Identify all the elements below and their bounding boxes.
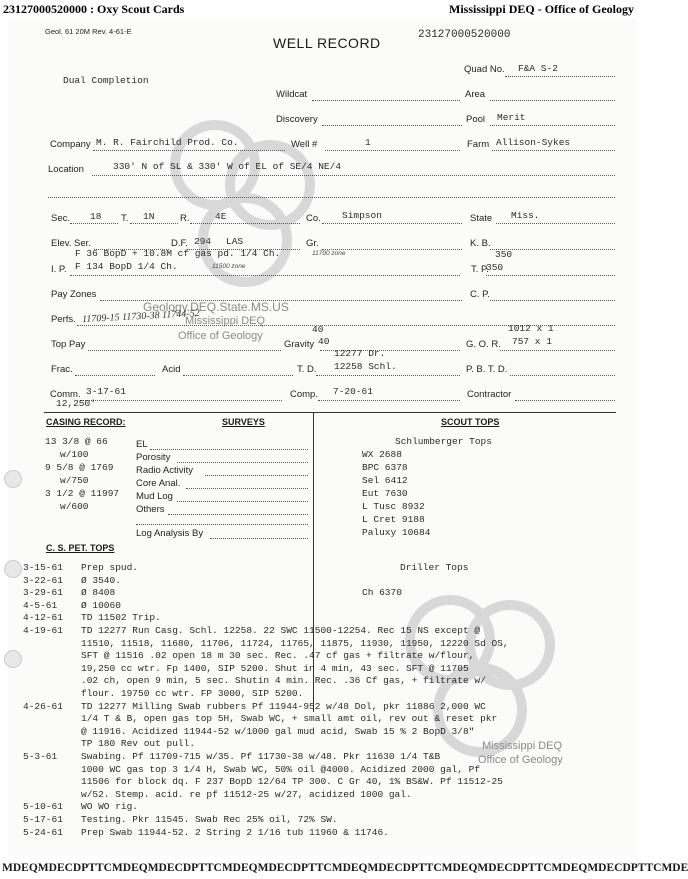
surveys-title: SURVEYS bbox=[222, 417, 265, 427]
well-label: Well # bbox=[291, 139, 318, 150]
county-value: Simpson bbox=[342, 210, 382, 221]
scout-top: L Cret 9188 bbox=[362, 514, 425, 525]
tp-value: 350 bbox=[486, 262, 504, 273]
pool-label: Pool bbox=[466, 114, 486, 125]
cp-label: C. P. bbox=[470, 289, 490, 300]
state-value: Miss. bbox=[511, 210, 540, 221]
td-drilled: 12277 Dr. bbox=[334, 348, 386, 359]
ip-zone-note-2: 11500 zone bbox=[212, 263, 246, 270]
state-label: State bbox=[470, 213, 493, 224]
company-label: Company bbox=[50, 139, 91, 150]
footer-item: MDEQ bbox=[2, 862, 38, 874]
scout-tops-subtitle: Schlumberger Tops bbox=[395, 436, 492, 447]
scout-tops-title: SCOUT TOPS bbox=[441, 417, 500, 427]
comp-value: 7-20-61 bbox=[333, 386, 373, 397]
history-date: 5-24-61 bbox=[23, 826, 63, 838]
driller-tops-title: Driller Tops bbox=[400, 562, 469, 573]
survey-item: Core Anal. bbox=[136, 478, 181, 489]
section-divider bbox=[44, 412, 616, 413]
well-value: 1 bbox=[365, 137, 371, 148]
history-entry: .02 ch, open 9 min, 5 sec. Shutin 4 min. Rec. .36 Cf gas, + filtrate w/ bbox=[81, 675, 486, 687]
footer-item: MDEQ bbox=[111, 862, 148, 874]
log-analysis-label: Log Analysis By bbox=[136, 528, 204, 539]
perfs-label: Perfs. bbox=[51, 314, 76, 325]
history-date: 3-15-61 bbox=[23, 562, 63, 573]
farm-value: Allison-Sykes bbox=[496, 137, 571, 148]
history-entry: 11506 for block dq. F 237 BopD 12/64 TP 300. C Gr 40, 1% BS&W. Pf 11512-25 bbox=[81, 776, 503, 788]
company-value: M. R. Fairchild Prod. Co. bbox=[96, 137, 239, 148]
footer-item: MDECD bbox=[587, 862, 631, 874]
watermark-text: Geology.DEQ.State.MS.US bbox=[143, 300, 289, 314]
punch-hole bbox=[4, 560, 22, 578]
history-entry: TD 12277 Run Casg. Schl. 12258. 22 SWC 11500-12254. Rec 15 NS except @ bbox=[81, 625, 481, 636]
df-value: 294 bbox=[194, 236, 212, 247]
footer-item: PTTC bbox=[630, 862, 662, 874]
kb-value: 350 bbox=[495, 249, 513, 260]
footer-item: MDECD bbox=[257, 862, 302, 874]
history-entry: TD 11502 Trip. bbox=[81, 612, 161, 624]
kb-label: K. B. bbox=[470, 238, 491, 249]
gor-value-2: 757 x 1 bbox=[512, 336, 552, 347]
df-label: D.F. bbox=[171, 238, 188, 249]
history-date: 4-5-61 bbox=[23, 599, 58, 611]
t-label: T. bbox=[121, 213, 129, 224]
history-entry: Testing. Pkr 11545. Swab Rec 25% oil, 72% SW. bbox=[81, 814, 338, 825]
td-schl: 12258 Schl. bbox=[334, 361, 397, 372]
form-id: Geol. 61 20M Rev. 4-61-E bbox=[45, 27, 132, 36]
footer-strip bbox=[0, 862, 688, 879]
footer-item: MDEQ bbox=[331, 862, 368, 874]
history-entry: WO WO rig. bbox=[81, 801, 139, 813]
scout-top: Paluxy 10684 bbox=[362, 527, 431, 538]
survey-item: Mud Log bbox=[136, 491, 173, 502]
footer-item: PTTC bbox=[301, 862, 332, 874]
wildcat-label: Wildcat bbox=[276, 89, 308, 100]
location-value: 330' N of SL & 330' W of EL of SE/4 NE/4 bbox=[113, 161, 342, 172]
footer-item: MDEQ bbox=[221, 862, 258, 874]
casing-row: 13 3/8 @ 66 bbox=[45, 436, 108, 447]
t-value: 1N bbox=[143, 211, 155, 222]
gor-value-1: 1012 x 1 bbox=[508, 323, 554, 334]
footer-item: MDEQ bbox=[551, 862, 588, 874]
casing-row: w/750 bbox=[60, 475, 89, 486]
history-date: 3-29-61 bbox=[23, 587, 63, 599]
td-label: T. D. bbox=[297, 364, 317, 375]
history-entry: Swabing. Pf 11709-715 w/35. Pf 11730-38 w/48. Pkr 11630 1/4 T&B bbox=[81, 751, 441, 762]
quad-label: Quad No. bbox=[464, 64, 505, 75]
history-date: 4-19-61 bbox=[23, 625, 63, 636]
pbtd-label: P. B. T. D. bbox=[466, 364, 508, 375]
survey-item: Radio Activity bbox=[136, 465, 194, 476]
history-date: 5-17-61 bbox=[23, 814, 63, 825]
comm-label: Comm. bbox=[50, 389, 81, 400]
history-entry: w/52. Stemp. acid. re pf 11512-25 w/27, acidized 1000 gal. bbox=[81, 788, 412, 800]
history-date: 4-12-61 bbox=[23, 612, 63, 624]
history-entry: 11510, 11518, 11680, 11706, 11724, 11765, 11875, 11930, 11950, 12220 Sd OS, bbox=[81, 637, 509, 649]
casing-row: w/600 bbox=[60, 501, 89, 512]
toppay-label: Top Pay bbox=[51, 339, 86, 350]
comp-label: Comp. bbox=[290, 389, 318, 400]
comm-value: 3-17-61 bbox=[86, 386, 126, 397]
r-value: 4E bbox=[215, 211, 227, 222]
completion-note: Dual Completion bbox=[63, 75, 149, 86]
farm-label: Farm bbox=[467, 139, 490, 150]
agency-header: Mississippi DEQ - Office of Geology bbox=[449, 2, 634, 16]
acid-label: Acid bbox=[162, 364, 181, 375]
footer-item: PTTC bbox=[520, 862, 552, 874]
footer-item: MDEQ bbox=[441, 862, 478, 874]
quad-value: F&A S-2 bbox=[518, 63, 558, 74]
history-entry: Ø 10060 bbox=[81, 599, 121, 611]
watermark-text: Mississippi DEQ bbox=[185, 315, 266, 327]
footer-item: MDE bbox=[661, 862, 688, 874]
punch-hole bbox=[4, 650, 22, 668]
doc-id-header: 23127000520000 : Oxy Scout Cards bbox=[3, 2, 185, 16]
tp-label: T. P. bbox=[471, 264, 489, 275]
history-entry: Ø 3540. bbox=[81, 574, 121, 586]
history-entry: 19,250 cc wtr. Fp 1400, SIP 5200. Shut in 4 min, 43 sec. SFT @ 11705 bbox=[81, 662, 469, 674]
history-date: 4-26-61 bbox=[23, 700, 63, 712]
gor-label: G. O. R. bbox=[466, 339, 501, 350]
watermark-text: Office of Geology bbox=[178, 330, 263, 342]
history-date: 5-10-61 bbox=[23, 801, 63, 813]
footer-item: MDECD bbox=[477, 862, 521, 874]
gravity-label: Gravity bbox=[284, 339, 315, 350]
history-entry: flour. 19750 cc wtr. FP 3000, SIP 5200. bbox=[81, 688, 304, 699]
df-note: LAS bbox=[226, 236, 244, 247]
survey-item: Others bbox=[136, 504, 165, 515]
history-entry: TD 12277 Milling Swab rubbers Pf 11944-952 w/48 Dol, pkr 11886 2,000 WC bbox=[81, 700, 486, 712]
footer-item: PTTC bbox=[81, 862, 112, 874]
casing-row: 3 1/2 @ 11997 bbox=[45, 488, 120, 499]
api-number: 23127000520000 bbox=[418, 29, 511, 41]
contractor-label: Contractor bbox=[467, 389, 512, 400]
pool-value: Merit bbox=[497, 112, 526, 123]
area-label: Area bbox=[465, 89, 486, 100]
r-label: R. bbox=[180, 213, 190, 224]
footer-item: MDECD bbox=[367, 862, 411, 874]
ip-line-1: F 36 BopD + 10.8M cf gas pd. 1/4 Ch. bbox=[75, 248, 281, 259]
footer-item: PTTC bbox=[191, 862, 222, 874]
ip-label: I. P. bbox=[51, 264, 67, 275]
scout-top: BPC 6378 bbox=[362, 462, 408, 473]
page-title: WELL RECORD bbox=[273, 35, 381, 51]
payzones-label: Pay Zones bbox=[51, 289, 97, 300]
watermark-text: Office of Geology bbox=[478, 754, 563, 766]
casing-title: CASING RECORD: bbox=[46, 417, 126, 427]
elev-label: Elev. Ser. bbox=[51, 238, 91, 249]
perfs-handwritten: 11709-15 11730-38 11744-52 bbox=[81, 307, 200, 326]
survey-item: EL bbox=[136, 439, 148, 450]
scout-top: L Tusc 8932 bbox=[362, 501, 425, 512]
scout-top: Sel 6412 bbox=[362, 475, 408, 486]
county-label: Co. bbox=[306, 213, 321, 224]
comm-sub-value: 12,250' bbox=[56, 398, 96, 409]
cs-pet-tops-title: C. S. PET. TOPS bbox=[46, 543, 115, 553]
history-entry: Prep Swab 11944-52. 2 String 2 1/16 tub 11960 & 11746. bbox=[81, 826, 389, 838]
sec-label: Sec. bbox=[51, 213, 71, 224]
gr-label: Gr. bbox=[306, 238, 319, 249]
discovery-label: Discovery bbox=[276, 114, 318, 125]
history-entry: 1000 WC gas top 3 1/4 H, Swab WC, 50% oil @4000. Acidized 2000 gal, Pf bbox=[81, 763, 481, 775]
history-date: 3-22-61 bbox=[23, 574, 63, 586]
history-entry: Ø 8408 bbox=[81, 587, 116, 599]
location-label: Location bbox=[48, 164, 84, 175]
casing-row: 9 5/8 @ 1769 bbox=[45, 462, 114, 473]
punch-hole bbox=[4, 470, 22, 488]
scout-top: Eut 7630 bbox=[362, 488, 408, 499]
history-entry: 1/4 T & B, open gas top 5H, Swab WC, + small amt oil, rev out & reset pkr bbox=[81, 713, 498, 725]
survey-item: Porosity bbox=[136, 452, 171, 463]
footer-item: MDECD bbox=[37, 862, 82, 874]
footer-item: PTTC bbox=[410, 862, 442, 874]
history-entry: @ 11916. Acidized 11944-52 w/1000 gal mud acid, Swab 15 % 2 BopD 3/8" bbox=[81, 725, 475, 737]
ip-zone-note-1: 11700 zone bbox=[312, 250, 346, 257]
history-entry: TP 180 Rev out pull. bbox=[81, 738, 196, 750]
frac-label: Frac. bbox=[51, 364, 73, 375]
sec-value: 18 bbox=[90, 211, 102, 222]
footer-item: MDECD bbox=[147, 862, 192, 874]
scout-top: WX 2688 bbox=[362, 449, 402, 460]
gravity-value-2: 40 bbox=[318, 336, 330, 347]
gravity-value-1: 40 bbox=[312, 324, 324, 335]
driller-top: Ch 6370 bbox=[362, 587, 402, 598]
history-entry: SFT @ 11516 .02 open 18 m 30 sec. Rec. .47 cf gas + filtrate w/flour, bbox=[81, 650, 475, 662]
casing-row: w/100 bbox=[60, 449, 89, 460]
history-date: 5-3-61 bbox=[23, 751, 58, 762]
watermark-text: Mississippi DEQ bbox=[482, 740, 563, 752]
ip-line-2: F 134 BopD 1/4 Ch. bbox=[75, 261, 178, 272]
history-entry: Prep spud. bbox=[81, 562, 139, 573]
